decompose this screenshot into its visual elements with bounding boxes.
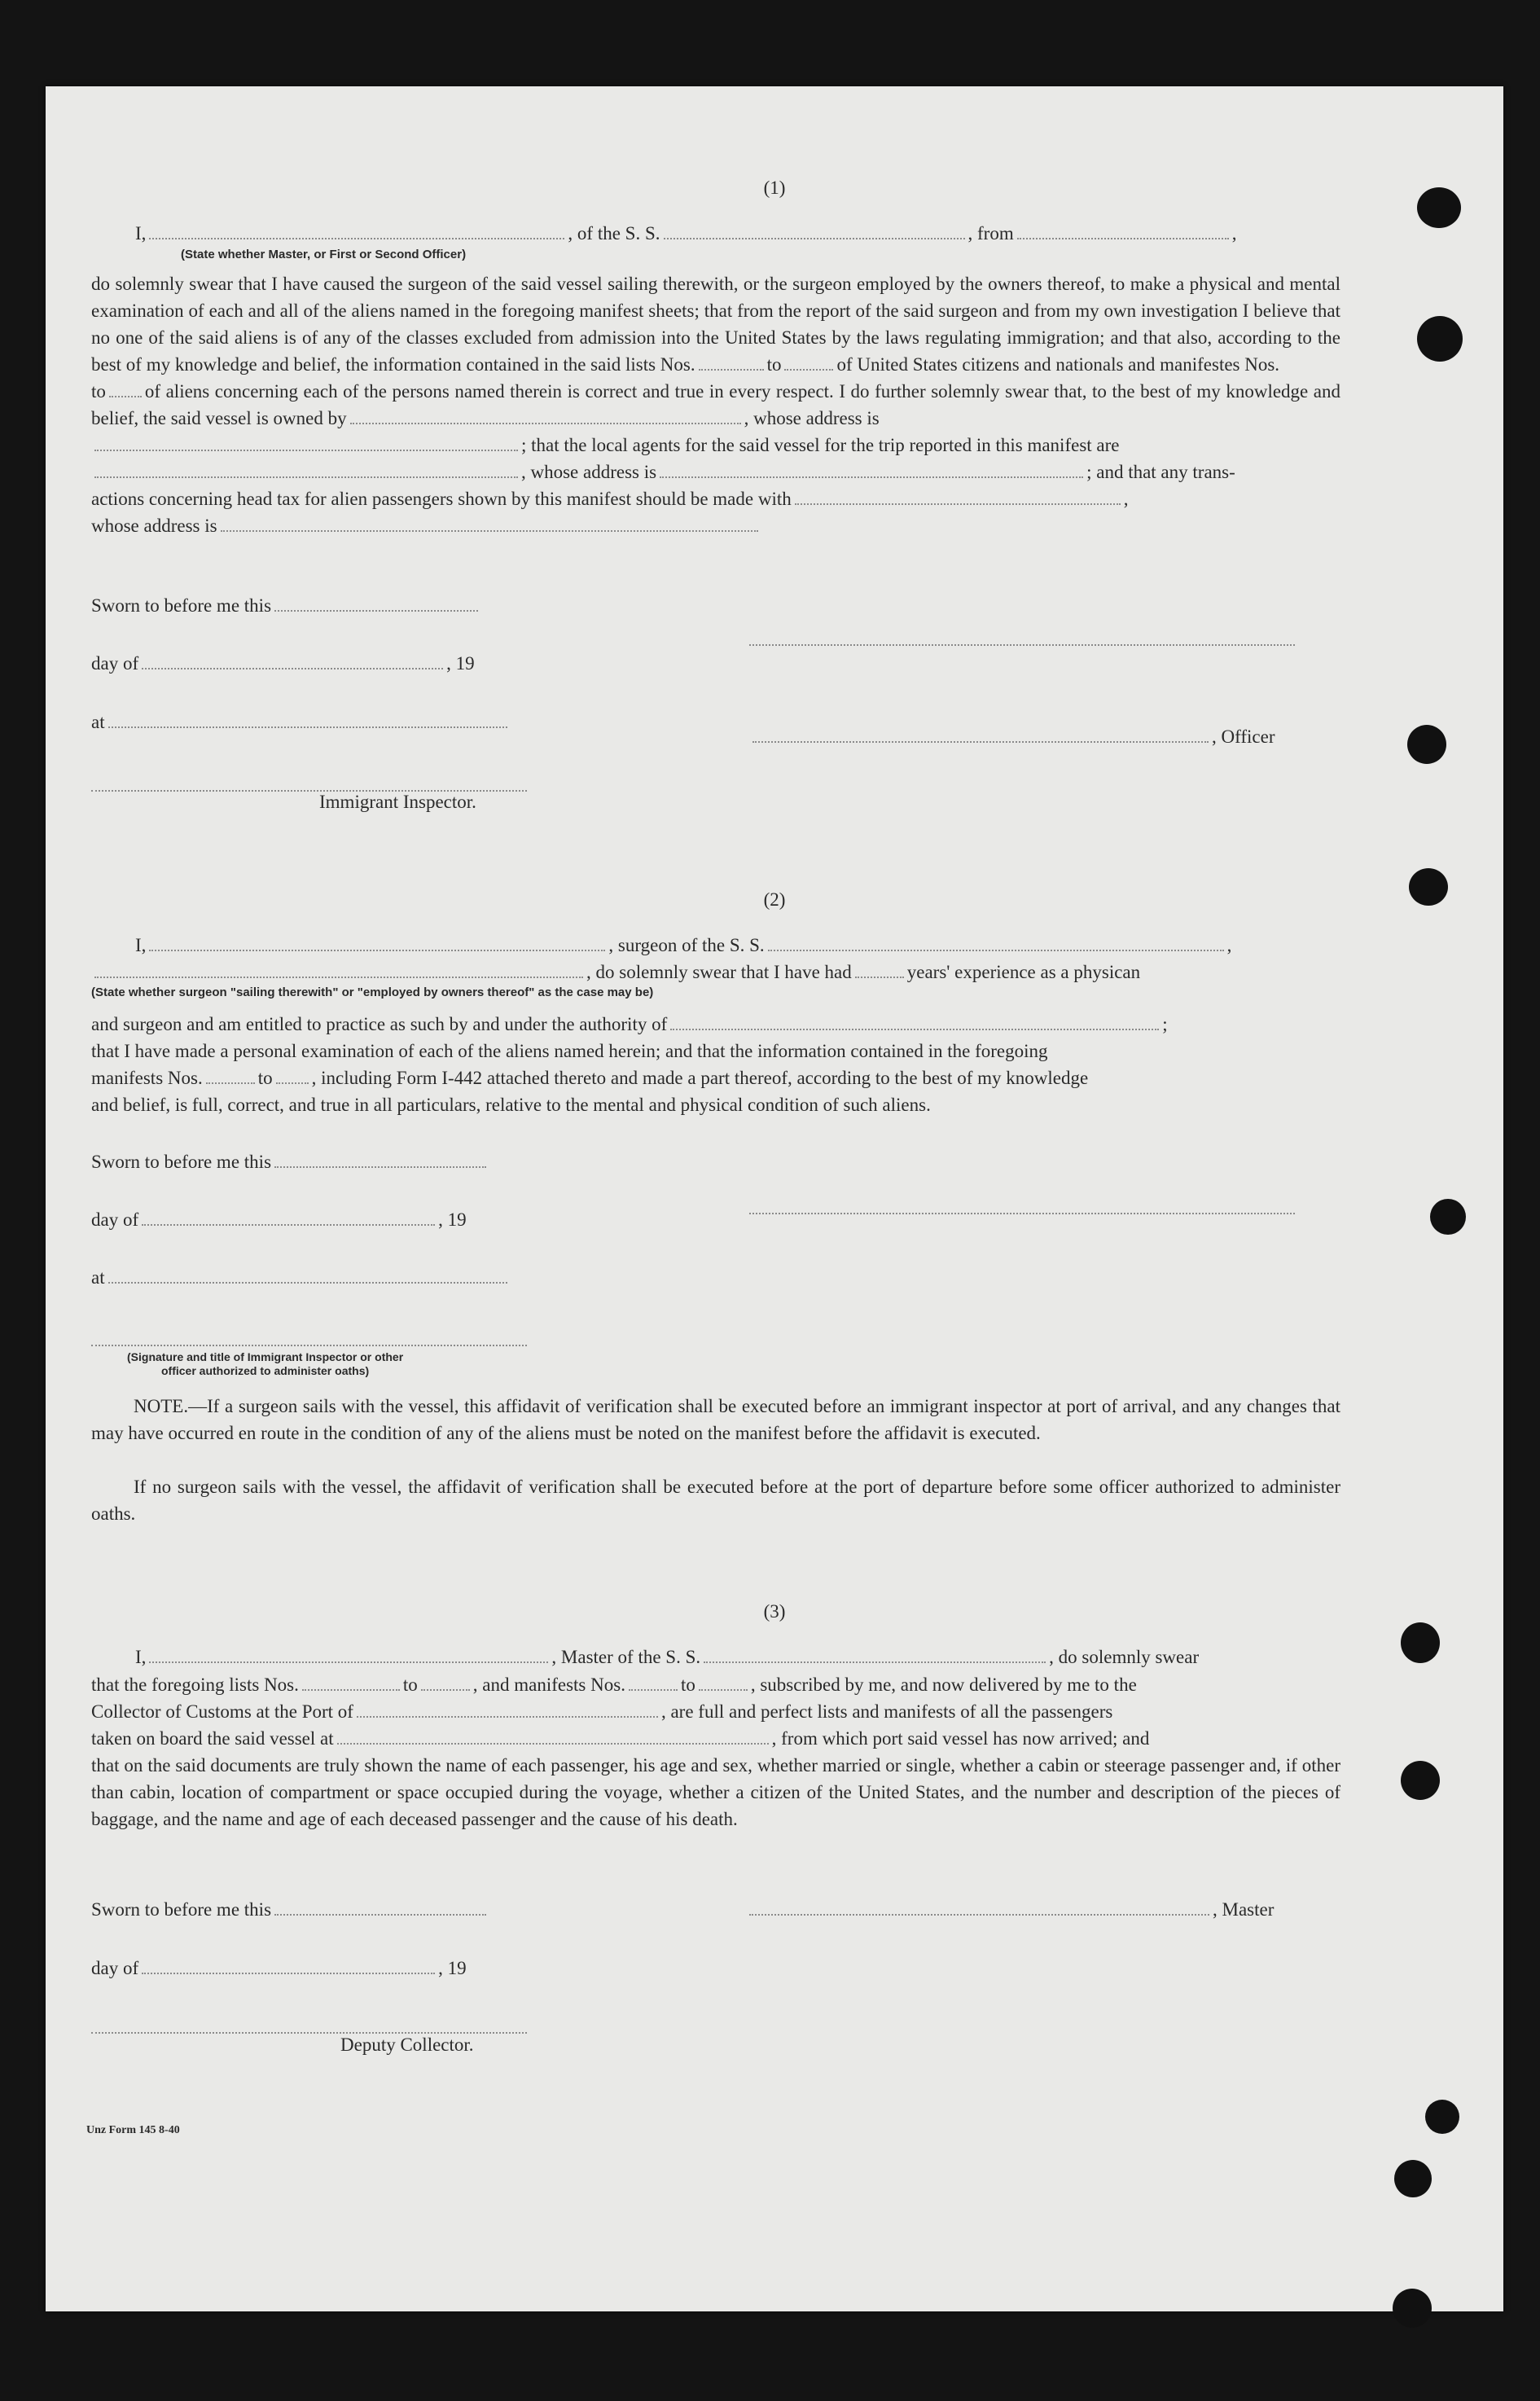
- section-1-number: (1): [763, 178, 786, 198]
- punch-hole: [1401, 1622, 1440, 1663]
- section-1-at: at: [91, 712, 511, 733]
- surgeon-note: (State whether surgeon "sailing therewith" or "employed by owners thereof" as the case may be): [91, 985, 654, 999]
- note-paragraph-1: NOTE.—If a surgeon sails with the vessel, this affidavit of verification shall be executed before an immigrant inspector at port of arrival, and any changes that may have occurred en route in the condition of any of the aliens must be noted on the manifest before the affidavit is executed.: [91, 1396, 1340, 1443]
- section-2-number: (2): [763, 889, 786, 910]
- section-1-sworn: Sworn to before me this: [91, 595, 481, 617]
- section-2-sworn: Sworn to before me this: [91, 1152, 489, 1173]
- punch-hole: [1417, 187, 1461, 228]
- section-2-signature-line: [749, 1212, 1295, 1214]
- punch-hole: [1401, 1761, 1440, 1800]
- section-3-line-1: I, , Master of the S. S. , do solemnly swear: [135, 1647, 1200, 1667]
- form-number: Unz Form 145 8-40: [86, 2124, 180, 2136]
- section-1-day: day of , 19: [91, 653, 475, 674]
- punch-hole: [1409, 868, 1448, 906]
- punch-hole: [1430, 1199, 1466, 1235]
- punch-hole: [1393, 2289, 1432, 2328]
- section-2-line-1: I, , surgeon of the S. S. ,: [135, 935, 1232, 955]
- punch-hole: [1425, 2100, 1459, 2134]
- section-1-officer: , Officer: [749, 726, 1275, 748]
- section-2-day: day of , 19: [91, 1209, 467, 1230]
- note-paragraph-2: If no surgeon sails with the vessel, the affidavit of verification shall be executed before at the port of departure before some officer authorized to administer oaths.: [91, 1477, 1340, 1524]
- punch-hole: [1407, 725, 1446, 764]
- punch-hole: [1394, 2160, 1432, 2197]
- section-1-line-1: I, , of the S. S. , from ,: [135, 223, 1237, 244]
- section-1-signature-line: [749, 643, 1295, 646]
- section-3-master: , Master: [746, 1899, 1274, 1920]
- section-1-body: do solemnly swear that I have caused the surgeon of the said vessel sailing therewith, or the surgeon employed by the owners thereof, to make a physical and mental examination of each and all of the aliens named in the foregoing manifest sheets; that from the report of the said surgeon and from my own investigation I believe that no one of the said aliens is of any of the classes excluded from admission into the United States by the laws regulating immigration; and that also, according to the best of my knowledge and belief, the information contained in the said lists Nos. to of United States citizens and nationals and manifestes Nos. to of aliens concerning each of the persons named therein is correct and true in every respect. I do further solemnly swear that, to the best of my knowledge and belief, the said vessel is owned by , whose address is ; that the local agents for the said vessel for the trip reported in this manifest are , whose address is ; and that any trans- actions concerning head tax for alien passengers shown by this manifest should be made with , whose address is: [91, 274, 1340, 536]
- section-2-at: at: [91, 1267, 511, 1288]
- section-3-collector-line: [91, 2031, 527, 2034]
- section-3-body: that the foregoing lists Nos. to , and manifests Nos. to , subscribed by me, and now delivered by me to the Collector of Customs at the Port of , are full and perfect lists and manifests of all the passengers taken on board the said vessel at , from which port said vessel has now arrived; and that on the said documents are truly shown the name of each passenger, his age and sex, whether married or single, whether a cabin or steerage passenger and, if other than cabin, location of compartment or space occupied during the voyage, whether a citizen of the United States, and the number and description of the pieces of baggage, and the name and age of each deceased passenger and the cause of his death.: [91, 1675, 1340, 1829]
- section-3-number: (3): [763, 1601, 786, 1622]
- deputy-collector-label: Deputy Collector.: [340, 2034, 474, 2055]
- punch-hole: [1417, 316, 1463, 362]
- immigrant-inspector-label: Immigrant Inspector.: [319, 792, 476, 812]
- signature-note-1: (Signature and title of Immigrant Inspector or other: [127, 1350, 404, 1363]
- section-2-body: and surgeon and am entitled to practice as such by and under the authority of ; that I have made a personal examination of each of the aliens named herein; and that the information contained in the foregoing manifests Nos. to , including Form I-442 attached thereto and made a part thereof, according to the best of my knowledge and belief, is full, correct, and true in all particulars, relative to the mental and physical condition of such aliens.: [91, 1014, 1168, 1115]
- signature-note-2: officer authorized to administer oaths): [161, 1364, 370, 1377]
- section-3-sworn: Sworn to before me this: [91, 1899, 489, 1920]
- section-2-inspector-line: [91, 1344, 527, 1346]
- section-3-day: day of , 19: [91, 1958, 467, 1978]
- officer-note: (State whether Master, or First or Second Officer): [181, 248, 467, 261]
- document-sheet: [46, 86, 1503, 2311]
- section-2-line-2: , do solemnly swear that I have had years' experience as a physican: [91, 962, 1140, 983]
